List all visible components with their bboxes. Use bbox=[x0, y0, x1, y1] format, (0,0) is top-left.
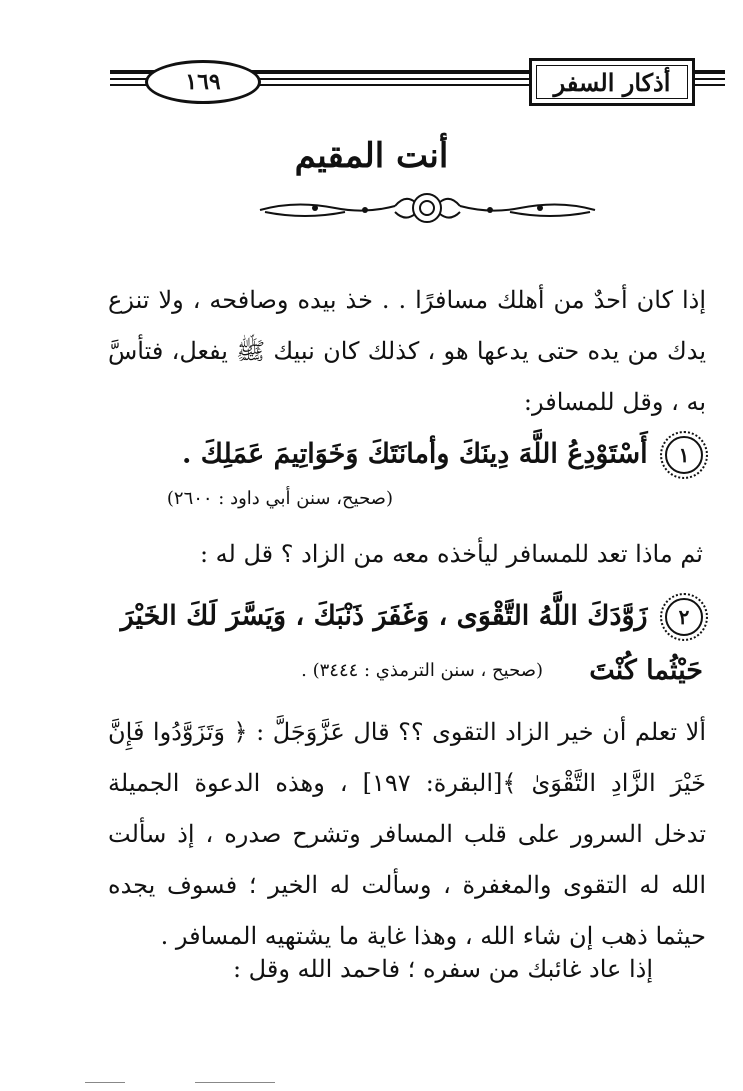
dua-2 bbox=[103, 598, 703, 636]
dua-number-badge: ١ bbox=[665, 436, 703, 474]
hadith-reference: (صحيح ، سنن الترمذي : ٣٤٤٤) . bbox=[301, 660, 543, 681]
footer-rule bbox=[85, 1082, 125, 1083]
paragraph-taqwa: ألا تعلم أن خير الزاد التقوى ؟؟ قال عَزَّوَجَلَّ : ﴿ وَتَزَوَّدُوا فَإِنَّ خَيْرَ الزَّادِ التَّقْوَىٰ ﴾[البقرة: ١٩٧] ، وهذه الدعوة الجميلة تدخل السرور على قلب المسافر وتشرح صدره ، إذ سألت الله له التقوى والمغفرة ، وسألت له الخير ؛ فسوف يجده حيثما ذهب إن شاء الله ، وهذا غاية ما يشتهيه المسافر . bbox=[108, 718, 707, 950]
dua-text: أَسْتَوْدِعُ اللَّهَ دِينَكَ وأمانَتَكَ وَخَوَاتِيمَ عَمَلِكَ . bbox=[181, 438, 648, 470]
section-title: أنت المقيم bbox=[294, 136, 449, 176]
hadith-reference: (صحيح، سنن أبي داود : ٢٦٠٠) bbox=[166, 488, 393, 509]
paragraph-intro: إذا كان أحدٌ من أهلك مسافرًا . . خذ بيده وصافحه ، ولا تنزع يدك من يده حتى يدعها هو ، كذلك كان نبيك ﷺ يفعل، فتأسَّ به ، وقل للمسافر: bbox=[108, 286, 706, 416]
footer-rule bbox=[195, 1082, 275, 1083]
dua-number-badge: ٢ bbox=[665, 598, 703, 636]
closing-line: إذا عاد غائبك من سفره ؛ فاحمد الله وقل : bbox=[232, 955, 653, 983]
chapter-title: أذكار السفر bbox=[529, 58, 695, 106]
ornament-divider-icon bbox=[255, 188, 600, 228]
question-line: ثم ماذا تعد للمسافر ليأخذه معه من الزاد ؟ قل له : bbox=[199, 540, 703, 568]
page-header bbox=[110, 58, 725, 106]
page-number: ١٦٩ bbox=[145, 60, 261, 104]
dua-1 bbox=[103, 436, 703, 474]
dua-text: حَيْثُما كُنْتَ bbox=[589, 655, 703, 686]
dua-2-continued bbox=[589, 655, 703, 686]
dua-text: زَوَّدَكَ اللَّهُ التَّقْوَى ، وَغَفَرَ ذَنْبَكَ ، وَيَسَّرَ لَكَ الخَيْرَ bbox=[120, 600, 648, 632]
